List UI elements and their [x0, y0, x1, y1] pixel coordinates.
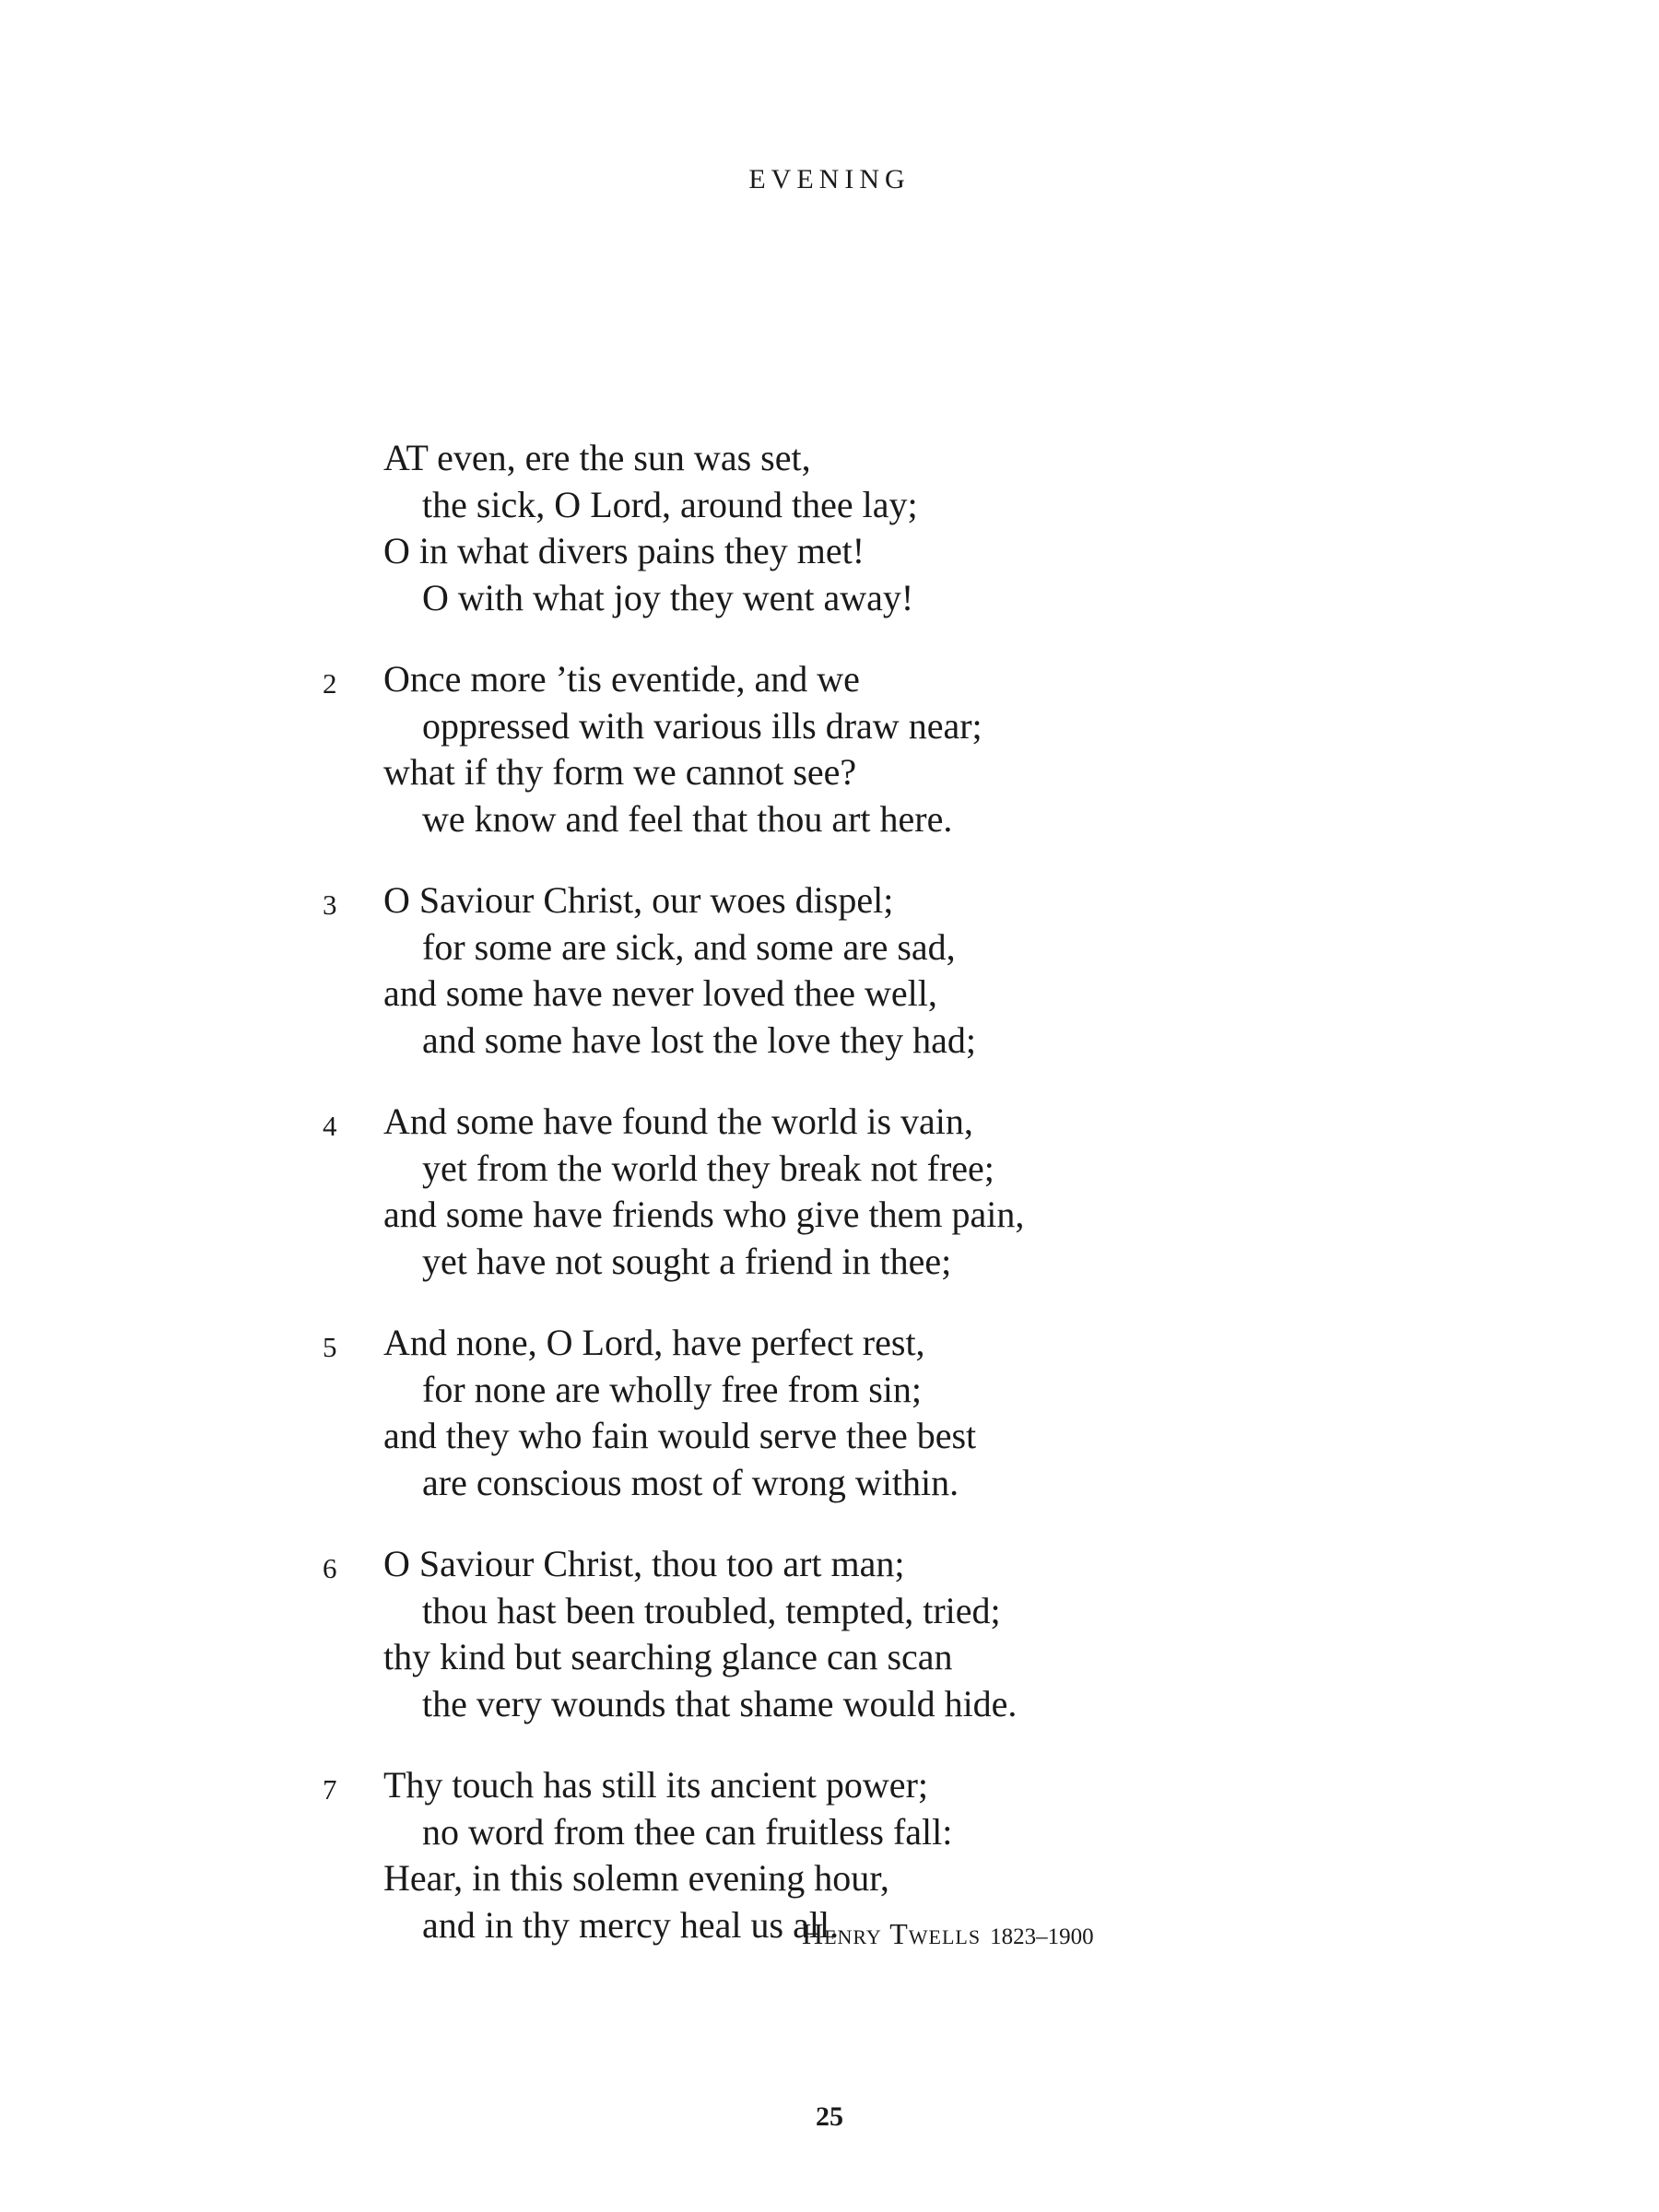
author-attribution — [802, 1919, 1094, 1948]
hymn-line: and some have never loved thee well, — [383, 972, 937, 1014]
hymn-line: O Saviour Christ, our woes dispel; — [383, 879, 894, 921]
hymn-line: and they who fain would serve thee best — [383, 1415, 977, 1456]
hymn-line: oppressed with various ills draw near; — [422, 704, 982, 747]
verse-number: 3 — [323, 888, 337, 921]
hymn-line: the sick, O Lord, around thee lay; — [422, 483, 918, 525]
hymn-line: O with what joy they went away! — [422, 576, 914, 618]
hymn-line: yet have not sought a friend in thee; — [422, 1240, 952, 1282]
stanza-6 — [0, 1541, 1659, 1727]
hymn-line: O Saviour Christ, thou too art man; — [383, 1543, 905, 1584]
page-number: 25 — [816, 2101, 843, 2132]
author-name: Henry Twells — [802, 1917, 982, 1950]
hymn-line: And none, O Lord, have perfect rest, — [383, 1322, 925, 1363]
hymn-line: no word from thee can fruitless fall: — [422, 1810, 953, 1853]
stanza-1 — [0, 435, 1659, 621]
verse-number: 7 — [323, 1773, 337, 1806]
hymn-line: yet from the world they break not free; — [422, 1147, 994, 1189]
hymn-line: for none are wholly free from sin; — [422, 1368, 923, 1410]
stanza-3 — [0, 877, 1659, 1064]
hymn-line: for some are sick, and some are sad, — [422, 925, 956, 968]
author-dates: 1823–1900 — [990, 1924, 1094, 1949]
hymn-line: are conscious most of wrong within. — [422, 1461, 959, 1503]
hymn-line: O in what divers pains they met! — [383, 530, 865, 571]
hymn-line: thy kind but searching glance can scan — [383, 1636, 953, 1677]
hymn-line: and some have friends who give them pain, — [383, 1194, 1025, 1235]
hymn-line: thou hast been troubled, tempted, tried; — [422, 1589, 1001, 1631]
verse-number: 5 — [323, 1331, 337, 1363]
hymn-line: Thy touch has still its ancient power; — [383, 1764, 928, 1806]
hymn-line: Once more ’tis eventide, and we — [383, 658, 860, 700]
stanza-2 — [0, 656, 1659, 842]
hymn-line: what if thy form we cannot see? — [383, 751, 857, 793]
stanza-4 — [0, 1099, 1659, 1285]
hymn-line: and some have lost the love they had; — [422, 1018, 976, 1061]
hymn-line: and in thy mercy heal us all. — [422, 1903, 840, 1946]
running-head: EVENING — [748, 164, 911, 194]
hymn-line: And some have found the world is vain, — [383, 1100, 973, 1142]
verse-number: 4 — [323, 1110, 337, 1142]
verse-number: 6 — [323, 1552, 337, 1584]
stanza-5 — [0, 1320, 1659, 1506]
hymn-line: AT even, ere the sun was set, — [383, 437, 811, 478]
hymn-line: Hear, in this solemn evening hour, — [383, 1857, 889, 1899]
hymn-text — [0, 435, 1659, 1983]
hymn-line: the very wounds that shame would hide. — [422, 1682, 1018, 1724]
hymn-line: we know and feel that thou art here. — [422, 797, 953, 840]
verse-number: 2 — [323, 667, 337, 700]
